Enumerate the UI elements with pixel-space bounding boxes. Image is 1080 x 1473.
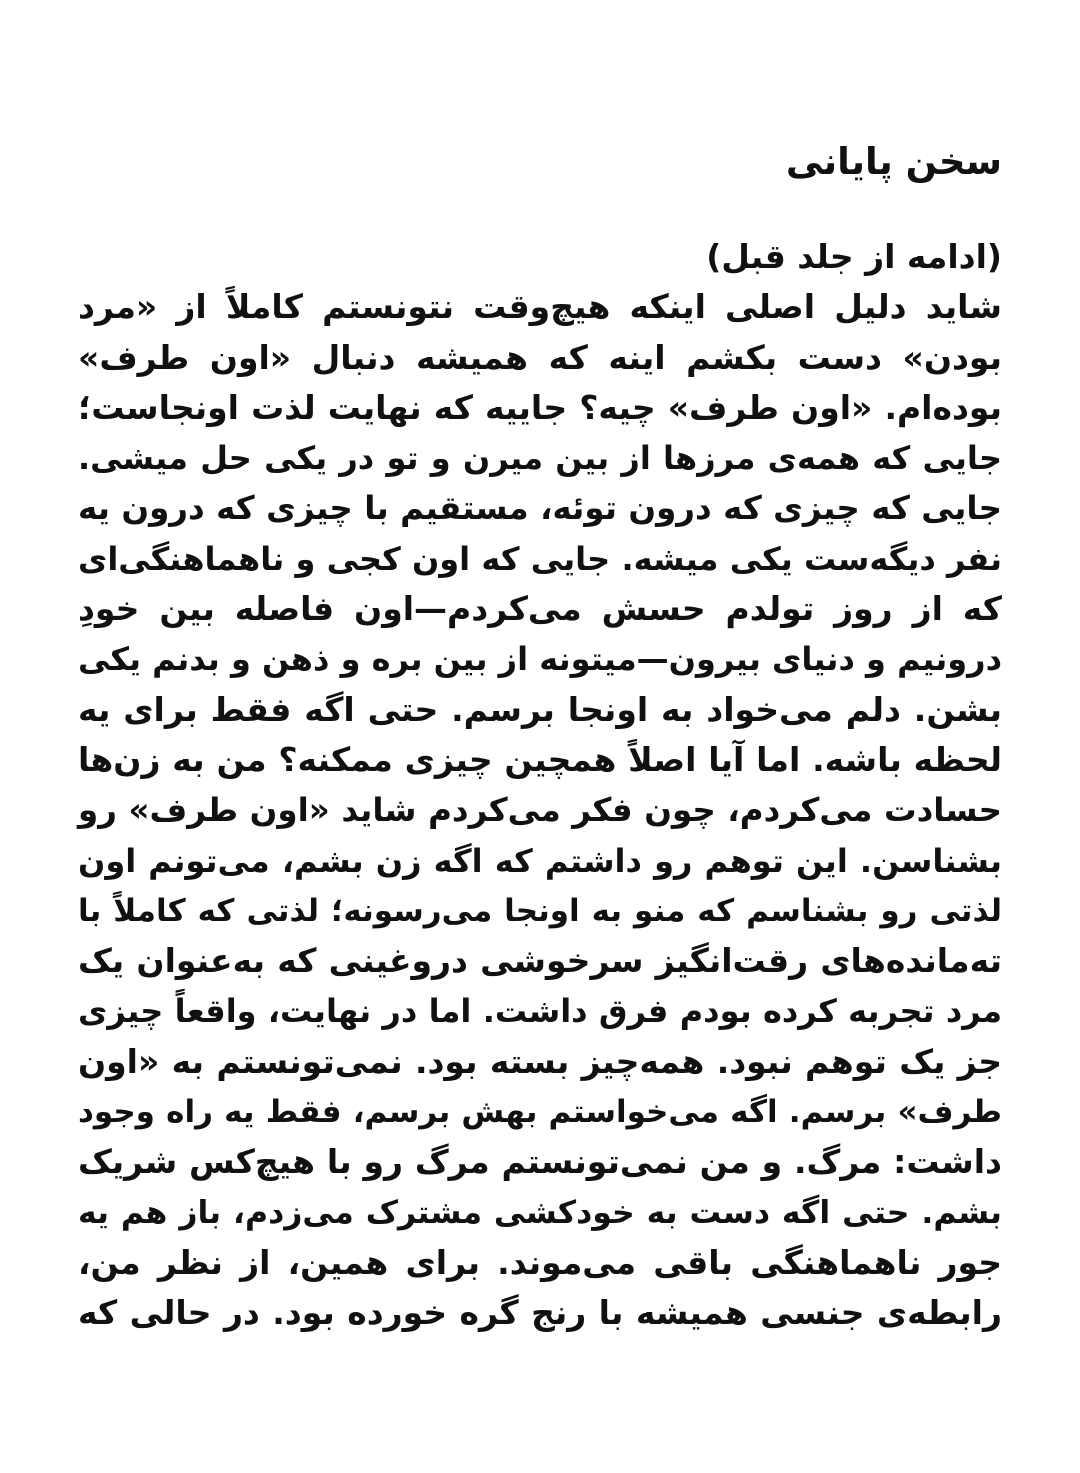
text-line: بوده‌ام. «اون طرف» چیه؟ جاییه که نهایت لذت اونجاست؛ [78,387,1002,427]
text-line: داشت: مرگ. و من نمی‌تونستم مرگ رو با هیچ‌کس شریک [78,1142,1002,1182]
text-line: که از روز تولدم حسش می‌کردم—اون فاصله بین خودِ [78,589,1002,629]
chapter-title: سخن پایانی [785,140,1002,183]
text-line: مرد تجربه کرده بودم فرق داشت. اما در نهایت، واقعاً چیزی [78,992,1002,1031]
text-line: رابطه‌ی جنسی همیشه با رنج گره خورده بود. در حالی که [78,1293,1002,1333]
text-line: نفر دیگه‌ست یکی میشه. جایی که اون کجی و ناهماهنگی‌ای [78,539,1002,578]
text-line: جز یک توهم نبود. همه‌چیز بسته بود. نمی‌تونستم به «اون [78,1041,1002,1081]
text-line: لحظه باشه. اما آیا اصلاً همچین چیزی ممکنه؟ من به زن‌ها [78,739,1002,779]
text-line: طرف» برسم. اگه می‌خواستم بهش برسم، فقط یه راه وجود [78,1094,1002,1131]
text-line: ته‌مانده‌های رقت‌انگیز سرخوشی دروغینی که به‌عنوان یک [78,941,1002,981]
text-line: بودن» دست بکشم اینه که همیشه دنبال «اون طرف» [78,337,1002,377]
text-line: حسادت می‌کردم، چون فکر می‌کردم شاید «اون طرف» رو [78,791,1002,830]
text-line: جایی که چیزی که درون توئه، مستقیم با چیزی که درون یه [78,489,1002,528]
text-line: جایی که همه‌ی مرزها از بین میرن و تو در یکی حل میشی. [78,439,1002,478]
text-line: شاید دلیل اصلی اینکه هیچ‌وقت نتونستم کاملاً از «مرد [78,287,1002,327]
text-line: بشن. دلم می‌خواد به اونجا برسم. حتی اگه فقط برای یه [78,689,1002,729]
text-line: لذتی رو بشناسم که منو به اونجا می‌رسونه؛ لذتی که کاملاً با [78,892,1002,929]
text-line: (ادامه از جلد قبل) [706,237,1002,276]
text-line: درونیم و دنیای بیرون—میتونه از بین بره و ذهن و بدنم یکی [78,640,1002,679]
text-line: جور ناهماهنگی باقی می‌موند. برای همین، از نظر من، [78,1242,1002,1282]
text-line: بشناسن. این توهم رو داشتم که اگه زن بشم، می‌تونم اون [78,841,1002,880]
chapter-body [78,232,1002,1339]
text-line: بشم. حتی اگه دست به خودکشی مشترک می‌زدم، باز هم یه [78,1194,1002,1231]
